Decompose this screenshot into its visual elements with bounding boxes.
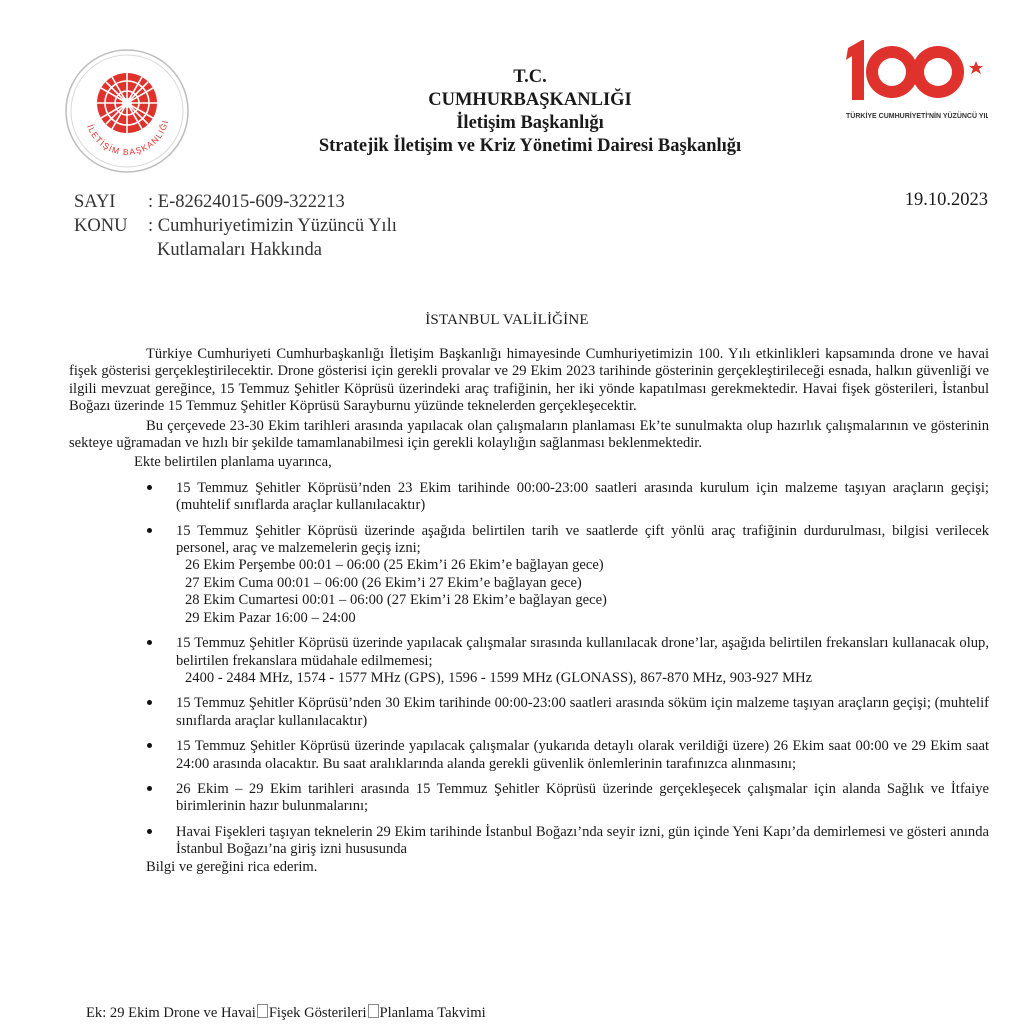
svg-text:İLETİŞİM BAŞKANLIĞI: İLETİŞİM BAŞKANLIĞI xyxy=(85,118,171,157)
konu-label: KONU xyxy=(74,216,128,236)
letter-header xyxy=(250,66,810,158)
sayi-label: SAYI xyxy=(74,192,116,212)
bullet-item: 15 Temmuz Şehitler Köprüsü üzerinde aşağıda belirtilen tarih ve saatlerde çift yönlü araç trafiğinin durdurulması, bilgisi verilecek personel, araç ve malzemelerin geçiş izni; xyxy=(69,523,989,558)
schedule-list xyxy=(69,557,989,627)
bullet-item: 15 Temmuz Şehitler Köprüsü’nden 30 Ekim tarihinde 00:00-23:00 saatleri arasında söküm için malzeme taşıyan araçların geçişi; (muhtelif sınıflarda araçlar kullanılacaktır) xyxy=(69,695,989,730)
iletisim-baskanligi-logo xyxy=(64,48,190,174)
closing-line: Bilgi ve gereğini rica ederim. xyxy=(146,858,318,875)
centennial-100-logo xyxy=(840,38,988,122)
letter-date: 19.10.2023 xyxy=(904,190,988,210)
bullet-item: 15 Temmuz Şehitler Köprüsü üzerinde yapılacak çalışmalar sırasında kullanılacak drone’lar, aşağıda belirtilen frekansları kullanacak olup, belirtilen frekanslara müdahale edilmemesi; xyxy=(69,635,989,670)
bullet-item: 15 Temmuz Şehitler Köprüsü üzerinde yapılacak çalışmalar (yukarıda detaylı olarak verildiği üzere) 26 Ekim saat 00:00 ve 29 Ekim saat 24:00 arasında olacaktır. Bu saat aralıklarında alanda gerekli güvenlik önlemlerinin tarafınızca alınmasını; xyxy=(69,738,989,773)
schedule-item: 28 Ekim Cumartesi 00:01 – 06:00 (27 Ekim’i 28 Ekim’e bağlayan gece) xyxy=(185,592,607,609)
header-tc: T.C. xyxy=(513,67,547,87)
letter-meta xyxy=(74,190,508,262)
centennial-caption: TÜRKİYE CUMHURİYETİ'NİN YÜZÜNCÜ YILI xyxy=(846,113,988,120)
schedule-item: 26 Ekim Perşembe 00:01 – 06:00 (25 Ekim’i 26 Ekim’e bağlayan gece) xyxy=(185,557,604,574)
paragraph-2: Bu çerçevede 23-30 Ekim tarihleri arasında yapılacak olan çalışmaların planlaması Ek’te sunulmakta olup hazırlık çalışmalarının ve gösterinin sekteye uğramadan ve hızlı bir şekilde tamamlanabilmesi için gerekli kolaylığın sağlanması beklenmektedir. xyxy=(69,417,989,452)
paragraph-lead: Ekte belirtilen planlama uyarınca, xyxy=(134,454,332,471)
schedule-item: 27 Ekim Cuma 00:01 – 06:00 (26 Ekim’i 27 Ekim’e bağlayan gece) xyxy=(185,574,582,591)
addressee: İSTANBUL VALİLİĞİNE xyxy=(425,312,589,328)
konu-value-continued: Kutlamaları Hakkında xyxy=(157,240,322,260)
bullet-item: Havai Fişekleri taşıyan teknelerin 29 Ekim tarihinde İstanbul Boğazı’nda seyir izni, gün içinde Yeni Kapı’da demirlemesi ve gösteri anında İstanbul Boğazı’na giriş izni hususunda xyxy=(69,824,989,859)
sayi-value: : E-82624015-609-322213 xyxy=(148,192,345,212)
header-iletisim: İletişim Başkanlığı xyxy=(456,113,604,133)
attachment-line: Ek: 29 Ekim Drone ve Havai Fişek Gösterileri Planlama Takvimi xyxy=(86,1005,486,1021)
bullet-item: 15 Temmuz Şehitler Köprüsü’nden 23 Ekim tarihinde 00:00-23:00 saatleri arasında kurulum için malzeme taşıyan araçların geçişi; (muhtelif sınıflarda araçlar kullanılacaktır) xyxy=(69,480,989,515)
frequency-list: 2400 - 2484 MHz, 1574 - 1577 MHz (GPS), 1596 - 1599 MHz (GLONASS), 867-870 MHz, 903-927 MHz xyxy=(185,669,813,686)
bullet-item: 26 Ekim – 29 Ekim tarihleri arasında 15 Temmuz Şehitler Köprüsü üzerinde gerçekleşecek çalışmalar için alanda Sağlık ve İtfaiye birimlerinin hazır bulunmalarını; xyxy=(69,781,989,816)
header-cumhurbaskanligi: CUMHURBAŞKANLIĞI xyxy=(428,90,632,110)
header-department: Stratejik İletişim ve Kriz Yönetimi Dairesi Başkanlığı xyxy=(318,136,742,156)
konu-value: : Cumhuriyetimizin Yüzüncü Yılı xyxy=(148,216,397,236)
paragraph-1: Türkiye Cumhuriyeti Cumhurbaşkanlığı İletişim Başkanlığı himayesinde Cumhuriyetimizin 100. Yılı etkinlikleri kapsamında drone ve havai fişek gösterisi gerçekleştirilecektir. Drone gösterisi için gerekli provalar ve 29 Ekim 2023 tarihinde gösterinin gerçekleştirileceği esnada, halkın güvenliği ve ilgili mevzuat gereğince, 15 Temmuz Şehitler Köprüsü üzerindeki araç trafiğinin, her iki yönde kapatılması gerekmektedir. Havai fişek gösterileri, İstanbul Boğazı üzerinde 15 Temmuz Şehitler Köprüsü Sarayburnu yüzünde teknelerden gerçekleşecektir. xyxy=(69,346,989,415)
letter-body xyxy=(69,346,989,876)
schedule-item: 29 Ekim Pazar 16:00 – 24:00 xyxy=(185,609,356,626)
